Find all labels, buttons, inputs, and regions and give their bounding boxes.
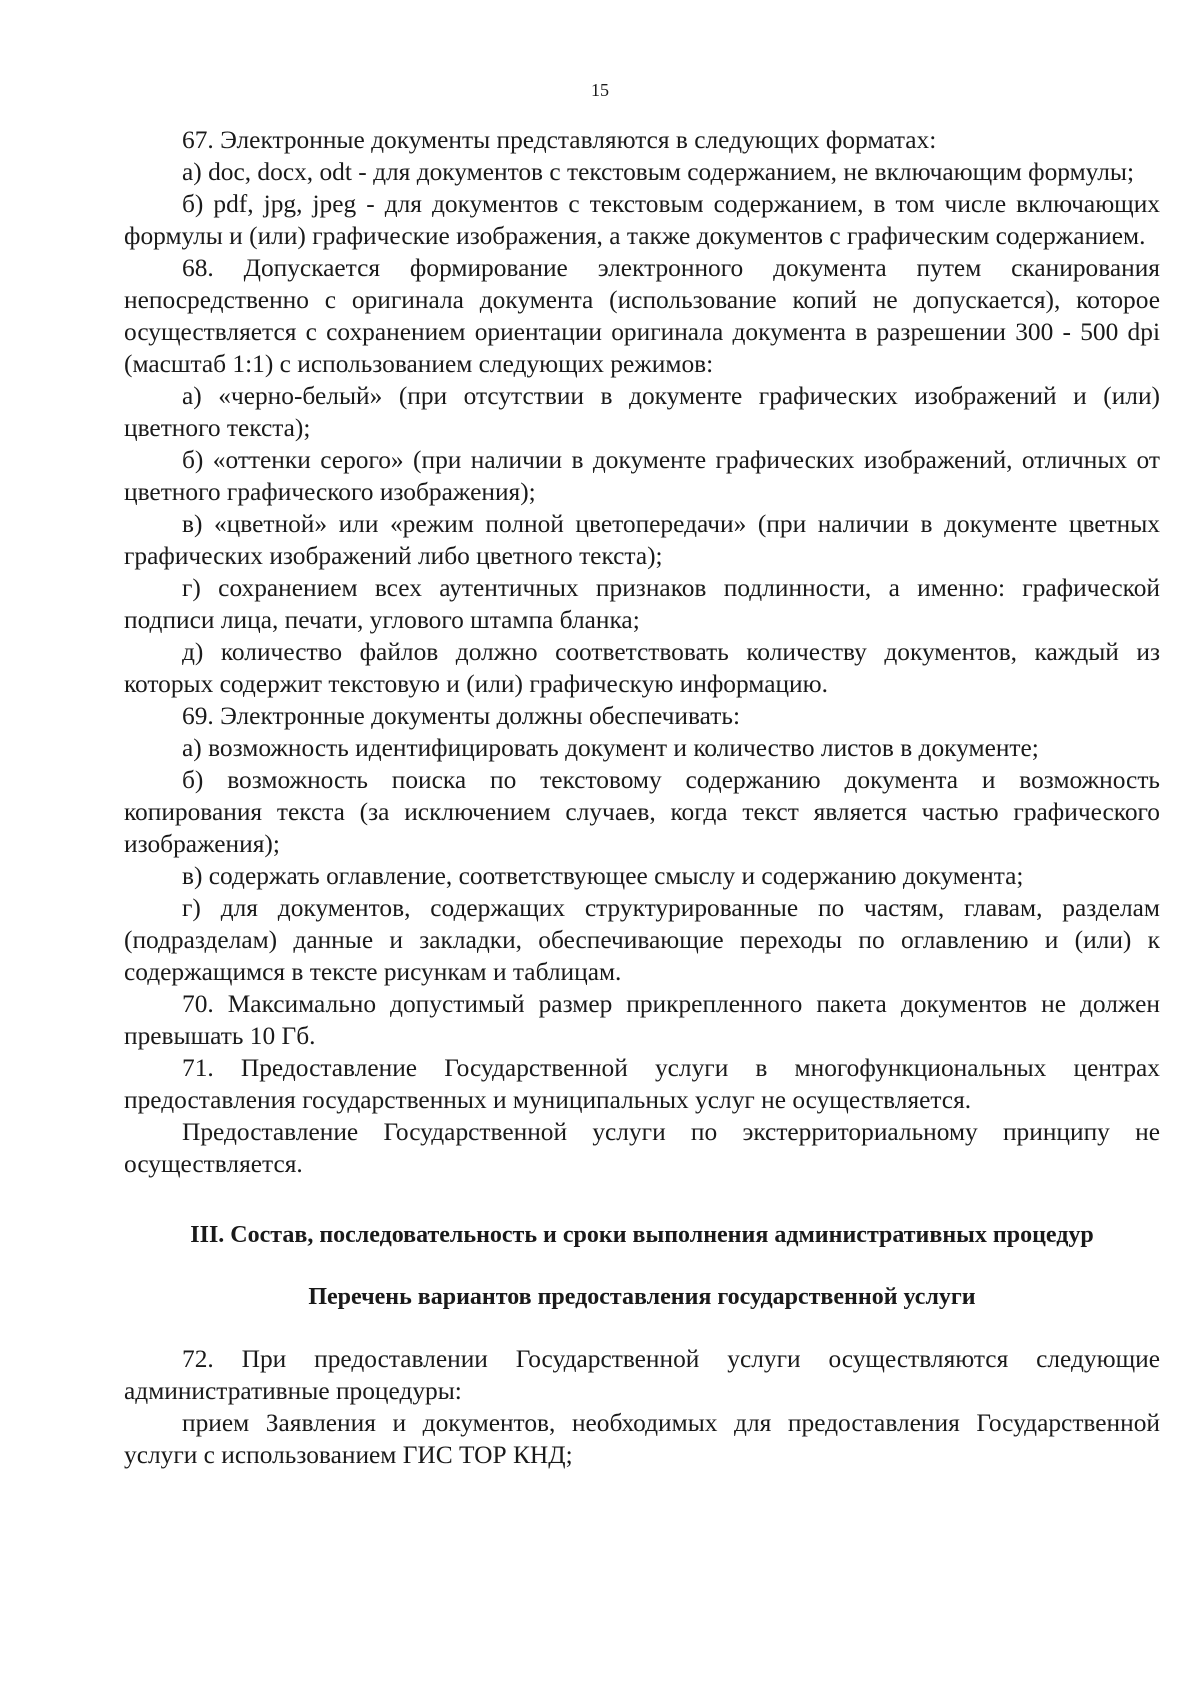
page-number: 15 [591,80,609,100]
subsection-heading: Перечень вариантов предоставления государственной услуги [308,1284,976,1310]
paragraph-68: 68. Допускается формирование электронного документа путем сканирования непосредственно с оригинала документа (использование копий не допускается), которое осуществляется с сохранением ориентации оригинала документа в разрешении 300 - 500 dpi (масштаб 1:1) с использованием следующих режимов: [124,254,1160,378]
section-heading: III. Состав, последовательность и сроки выполнения административных процедур [190,1222,1094,1248]
paragraph-68-d: д) количество файлов должно соответствовать количеству документов, каждый из которых содержит текстовую и (или) графическую информацию. [124,638,1160,698]
paragraph-68-b: б) «оттенки серого» (при наличии в документе графических изображений, отличных от цветного графического изображения); [124,446,1160,506]
paragraph-68-g: г) сохранением всех аутентичных признаков подлинности, а именно: графической подписи лица, печати, углового штампа бланка; [124,574,1160,634]
paragraph-71-extra: Предоставление Государственной услуги по экстерриториальному принципу не осуществляется. [124,1118,1160,1178]
page-content [124,124,1160,1471]
paragraph-71: 71. Предоставление Государственной услуги в многофункциональных центрах предоставления государственных и муниципальных услуг не осуществляется. [124,1054,1160,1114]
paragraph-67-b: б) pdf, jpg, jpeg - для документов с текстовым содержанием, в том числе включающих формулы и (или) графические изображения, а также документов с графическим содержанием. [124,190,1160,250]
paragraph-69-v: в) содержать оглавление, соответствующее смыслу и содержанию документа; [182,862,1024,890]
paragraph-72: 72. При предоставлении Государственной услуги осуществляются следующие административные процедуры: [124,1345,1160,1405]
paragraph-70: 70. Максимально допустимый размер прикрепленного пакета документов не должен превышать 10 Гб. [124,990,1160,1050]
paragraph-67: 67. Электронные документы представляются в следующих форматах: [182,126,937,154]
paragraph-69-b: б) возможность поиска по текстовому содержанию документа и возможность копирования текста (за исключением случаев, когда текст является частью графического изображения); [124,766,1160,858]
paragraph-67-a: а) doc, docx, odt - для документов с текстовым содержанием, не включающим формулы; [182,158,1135,186]
paragraph-68-a: а) «черно-белый» (при отсутствии в документе графических изображений и (или) цветного текста); [124,382,1160,442]
paragraph-69: 69. Электронные документы должны обеспечивать: [182,702,740,730]
paragraph-69-a: а) возможность идентифицировать документ и количество листов в документе; [182,734,1039,762]
paragraph-69-g: г) для документов, содержащих структурированные по частям, главам, разделам (подразделам) данные и закладки, обеспечивающие переходы по оглавлению и (или) к содержащимся в тексте рисункам и таблицам. [124,894,1160,986]
paragraph-72-item: прием Заявления и документов, необходимых для предоставления Государственной услуги с использованием ГИС ТОР КНД; [124,1409,1160,1469]
paragraph-68-v: в) «цветной» или «режим полной цветопередачи» (при наличии в документе цветных графических изображений либо цветного текста); [124,510,1160,570]
